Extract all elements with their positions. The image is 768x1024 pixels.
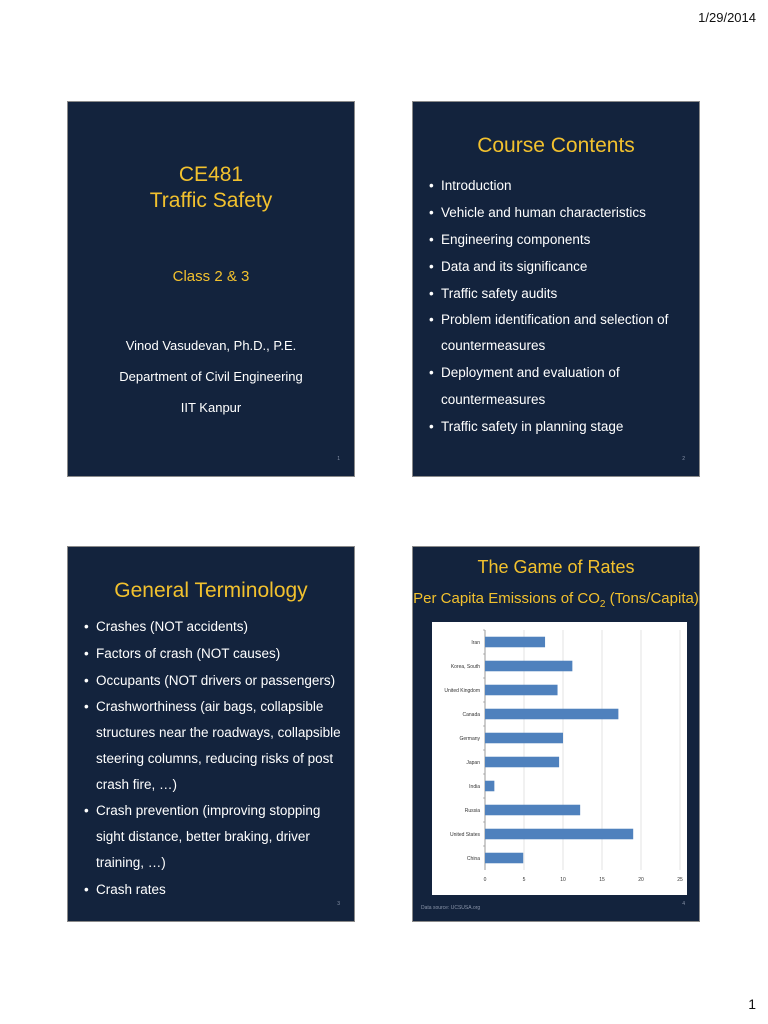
list-item: • Crash rates <box>84 876 346 903</box>
course-contents-list <box>429 172 691 440</box>
list-item: • Factors of crash (NOT causes) <box>84 640 346 667</box>
bar <box>485 637 545 648</box>
category-label: Iran <box>471 640 480 646</box>
slide-1 <box>67 101 355 477</box>
category-label: China <box>466 856 480 862</box>
slide-number: 3 <box>337 901 340 907</box>
x-tick-label: 25 <box>677 877 683 883</box>
x-tick-label: 15 <box>599 877 605 883</box>
department: Department of Civil Engineering <box>119 369 303 384</box>
slide-4-title: The Game of Rates <box>477 557 635 577</box>
category-label: United States <box>449 832 480 838</box>
subtitle-post: (Tons/Capita) <box>605 590 699 607</box>
category-label: United Kingdom <box>444 688 480 694</box>
slide-1-title <box>68 162 354 214</box>
slide-3 <box>67 546 355 922</box>
institute: IIT Kanpur <box>180 400 242 415</box>
list-item: • Occupants (NOT drivers or passengers) <box>84 667 346 694</box>
list-item: • Engineering components <box>429 226 691 253</box>
bar <box>485 829 633 840</box>
slide-number: 2 <box>682 456 685 462</box>
slide-2-title: Course Contents <box>477 134 635 157</box>
category-label: Russia <box>464 808 480 814</box>
slide-3-title: General Terminology <box>114 579 308 602</box>
list-item: • Problem identification and selection of countermeasures <box>429 307 691 359</box>
list-item: • Deployment and evaluation of countermeasures <box>429 359 691 413</box>
category-label: Germany <box>459 736 480 742</box>
slide-4 <box>412 546 700 922</box>
category-label: Canada <box>462 712 480 718</box>
subtitle-pre: Per Capita Emissions of CO <box>413 590 600 607</box>
category-label: Korea, South <box>450 664 480 670</box>
x-tick-label: 5 <box>522 877 526 883</box>
bar <box>485 805 580 816</box>
bar <box>485 661 572 672</box>
page-number: 1 <box>748 996 756 1012</box>
data-source: Data source: UCSUSA.org <box>421 905 481 911</box>
list-item: • Data and its significance <box>429 253 691 280</box>
slide-2 <box>412 101 700 477</box>
list-item: • Traffic safety in planning stage <box>429 413 691 440</box>
list-item: • Crashes (NOT accidents) <box>84 613 346 640</box>
list-item: • Traffic safety audits <box>429 280 691 307</box>
list-item: • Introduction <box>429 172 691 199</box>
bar <box>485 781 494 792</box>
list-item: • Crash prevention (improving stopping sight distance, better braking, driver training, …) <box>84 798 346 876</box>
list-item: • Vehicle and human characteristics <box>429 199 691 226</box>
terminology-list <box>84 613 346 903</box>
page-date: 1/29/2014 <box>698 10 756 25</box>
x-tick-label: 10 <box>560 877 566 883</box>
course-name: Traffic Safety <box>149 189 273 212</box>
category-label: India <box>469 784 480 790</box>
slide-number: 4 <box>682 901 685 907</box>
chart-subtitle <box>413 590 699 610</box>
bar <box>485 757 559 768</box>
bar-chart-svg <box>432 622 687 895</box>
x-tick-label: 20 <box>638 877 644 883</box>
bar <box>485 709 618 720</box>
emissions-chart <box>432 622 687 895</box>
course-code: CE481 <box>178 163 244 186</box>
x-tick-label: 0 <box>483 877 487 883</box>
slide-number: 1 <box>337 456 340 462</box>
bar <box>485 853 523 864</box>
list-item: • Crashworthiness (air bags, collapsible structures near the roadways, collapsible steering columns, reducing risks of post crash fire, …) <box>84 694 346 798</box>
bar <box>485 733 563 744</box>
author-info <box>68 330 354 423</box>
category-label: Japan <box>466 760 480 766</box>
bar <box>485 685 558 696</box>
author-name: Vinod Vasudevan, Ph.D., P.E. <box>125 338 297 353</box>
subtitle-subscript: 2 <box>599 599 606 610</box>
slide-1-subtitle: Class 2 & 3 <box>172 268 250 285</box>
